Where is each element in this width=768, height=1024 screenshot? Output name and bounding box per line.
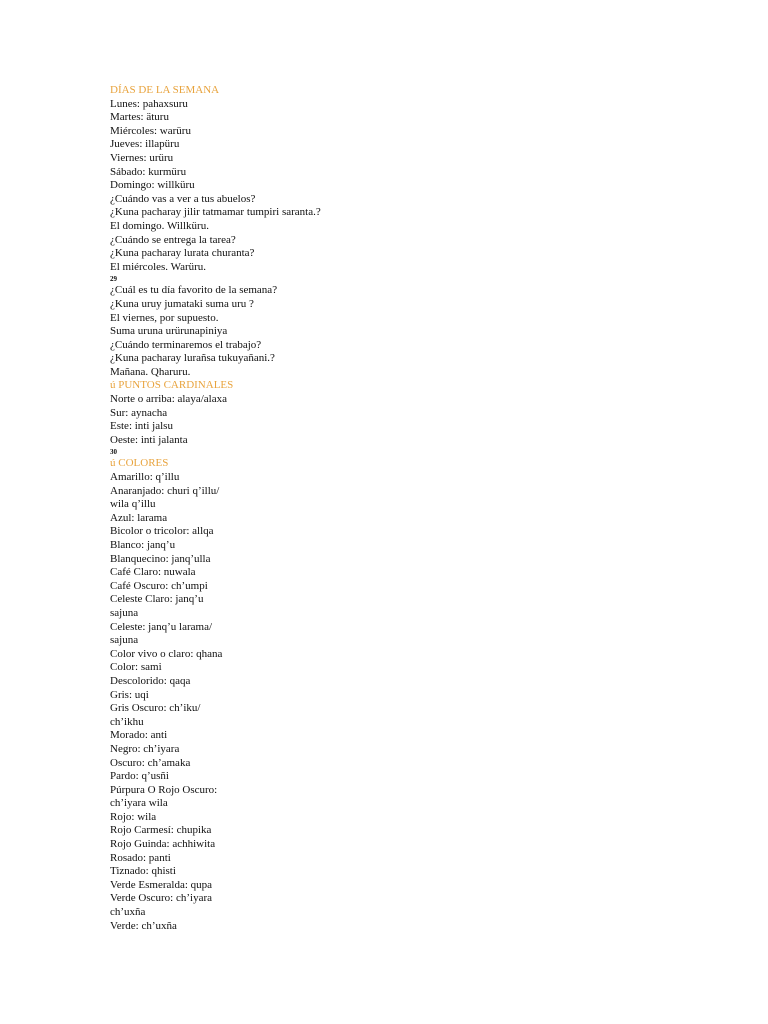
text-line: Viernes: urüru xyxy=(110,151,174,164)
text-line: ¿Kuna uruy jumataki suma uru ? xyxy=(110,297,254,310)
section-heading: ú PUNTOS CARDINALES xyxy=(110,379,234,392)
text-line: ch’iyara wila xyxy=(110,797,168,810)
text-line: Sábado: kurmüru xyxy=(110,165,187,178)
text-line: Domingo: willküru xyxy=(110,179,195,192)
text-line: Verde: ch’uxña xyxy=(110,919,177,932)
page-number: 29 xyxy=(110,275,117,284)
text-line: Púrpura O Rojo Oscuro: xyxy=(110,783,218,796)
text-line: Oscuro: ch’amaka xyxy=(110,756,191,769)
text-line: Anaranjado: churi q’illu/ xyxy=(110,484,220,497)
text-line: Sur: aynacha xyxy=(110,406,168,419)
text-line: ¿Kuna pacharay lurata churanta? xyxy=(110,247,255,260)
text-line: Miércoles: warüru xyxy=(110,124,191,137)
text-line: Oeste: inti jalanta xyxy=(110,433,188,446)
text-line: Rojo: wila xyxy=(110,810,157,823)
text-line: Verde Esmeralda: qupa xyxy=(110,878,213,891)
text-line: ¿Cuándo terminaremos el trabajo? xyxy=(110,338,262,351)
text-line: Color vivo o claro: qhana xyxy=(110,647,223,660)
text-line: Morado: anti xyxy=(110,729,168,742)
text-line: Lunes: pahaxsuru xyxy=(110,97,188,110)
text-line: Gris: uqi xyxy=(110,688,149,701)
text-line: sajuna xyxy=(110,606,139,619)
text-line: sajuna xyxy=(110,634,139,647)
section-heading: DÍAS DE LA SEMANA xyxy=(110,84,220,96)
text-line: Verde Oscuro: ch’iyara xyxy=(110,892,213,905)
text-line: Descolorido: qaqa xyxy=(110,674,191,687)
text-line: El miércoles. Warüru. xyxy=(110,260,207,273)
text-line: Martes: äturu xyxy=(110,111,169,124)
text-line: ¿Cuál es tu día favorito de la semana? xyxy=(110,284,278,297)
text-line: Jueves: illapüru xyxy=(110,138,180,151)
text-line: Azul: larama xyxy=(110,511,168,524)
text-line: Rosado: panti xyxy=(110,851,171,864)
text-line: ¿Kuna pacharay jilir tatmamar tumpiri saranta.? xyxy=(110,206,321,219)
text-line: Celeste: janq’u larama/ xyxy=(110,620,213,633)
text-line: Pardo: q’usñi xyxy=(110,770,169,783)
text-line: El viernes, por supuesto. xyxy=(110,311,219,324)
text-line: ¿Cuándo se entrega la tarea? xyxy=(110,233,236,246)
text-line: Rojo Guinda: achhiwita xyxy=(110,838,216,851)
text-line: Rojo Carmesí: chupika xyxy=(110,824,212,837)
text-line: Tiznado: qhisti xyxy=(110,865,176,878)
text-line: Blanquecino: janq’ulla xyxy=(110,552,211,565)
text-line: ¿Cuándo vas a ver a tus abuelos? xyxy=(110,192,256,205)
text-line: Amarillo: q’illu xyxy=(110,471,180,484)
text-line: El domingo. Willküru. xyxy=(110,219,209,232)
text-line: Café Claro: nuwala xyxy=(110,566,196,579)
text-line: Suma uruna urürunapiniya xyxy=(110,325,228,338)
text-line: Gris Oscuro: ch’iku/ xyxy=(110,702,201,715)
document-page xyxy=(110,84,730,933)
text-line: Este: inti jalsu xyxy=(110,420,173,433)
page-number: 30 xyxy=(110,448,117,457)
text-line: Celeste Claro: janq’u xyxy=(110,593,204,606)
text-line: ¿Kuna pacharay lurañsa tukuyañani.? xyxy=(110,352,275,365)
text-line: ch’uxña xyxy=(110,906,146,919)
text-line: Blanco: janq’u xyxy=(110,539,176,551)
text-line: Mañana. Qharuru. xyxy=(110,365,191,378)
text-line: Bicolor o tricolor: allqa xyxy=(110,525,214,538)
text-line: ch’ikhu xyxy=(110,715,144,728)
text-line: Norte o arriba: alaya/alaxa xyxy=(110,393,227,406)
text-line: Color: sami xyxy=(110,661,162,674)
text-line: wila q’illu xyxy=(110,498,156,511)
section-heading: ú COLORES xyxy=(110,457,169,470)
text-line: Café Oscuro: ch’umpi xyxy=(110,579,208,592)
text-line: Negro: ch’iyara xyxy=(110,742,180,755)
